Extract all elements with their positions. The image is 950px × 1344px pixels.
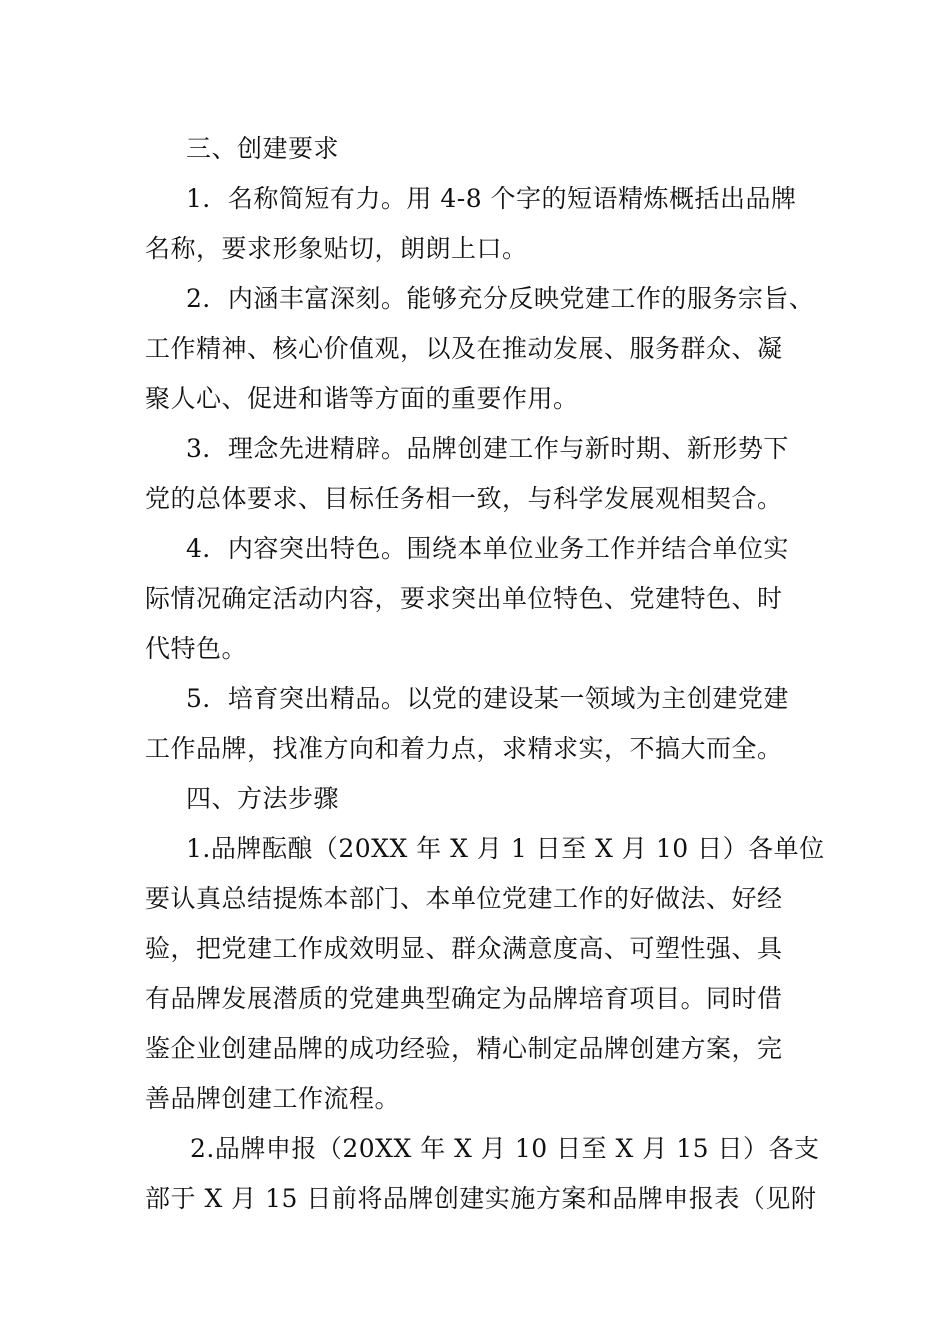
paragraph-line: 4．内容突出特色。围绕本单位业务工作并结合单位实 [186,534,789,563]
paragraph-line: 2．内涵丰富深刻。能够充分反映党建工作的服务宗旨、 [186,284,815,313]
section-heading-methods: 四、方法步骤 [186,784,340,813]
section-heading-requirements: 三、创建要求 [186,134,340,163]
paragraph-line: 有品牌发展潜质的党建典型确定为品牌培育项目。同时借 [145,984,783,1013]
paragraph-line: 善品牌创建工作流程。 [145,1084,401,1113]
paragraph-line: 1．名称简短有力。用 4-8 个字的短语精炼概括出品牌 [186,184,797,213]
paragraph-line: 部于 X 月 15 日前将品牌创建实施方案和品牌申报表（见附 [145,1184,817,1213]
paragraph-line: 1.品牌酝酿（20XX 年 X 月 1 日至 X 月 10 日）各单位 [186,834,825,863]
paragraph-line: 代特色。 [145,634,248,663]
paragraph-line: 要认真总结提炼本部门、本单位党建工作的好做法、好经 [145,884,783,913]
paragraph-line: 验，把党建工作成效明显、群众满意度高、可塑性强、具 [145,934,783,963]
paragraph-line: 鉴企业创建品牌的成功经验，精心制定品牌创建方案，完 [145,1034,783,1063]
paragraph-line: 名称，要求形象贴切，朗朗上口。 [145,234,528,263]
paragraph-line: 工作精神、核心价值观，以及在推动发展、服务群众、凝 [145,334,783,363]
paragraph-line: 3．理念先进精辟。品牌创建工作与新时期、新形势下 [186,434,789,463]
paragraph-line: 工作品牌，找准方向和着力点，求精求实，不搞大而全。 [145,734,783,763]
paragraph-line: 2.品牌申报（20XX 年 X 月 10 日至 X 月 15 日）各支 [190,1134,820,1163]
paragraph-line: 5．培育突出精品。以党的建设某一领域为主创建党建 [186,684,789,713]
paragraph-line: 党的总体要求、目标任务相一致，与科学发展观相契合。 [145,484,783,513]
paragraph-line: 聚人心、促进和谐等方面的重要作用。 [145,384,579,413]
paragraph-line: 际情况确定活动内容，要求突出单位特色、党建特色、时 [145,584,783,613]
